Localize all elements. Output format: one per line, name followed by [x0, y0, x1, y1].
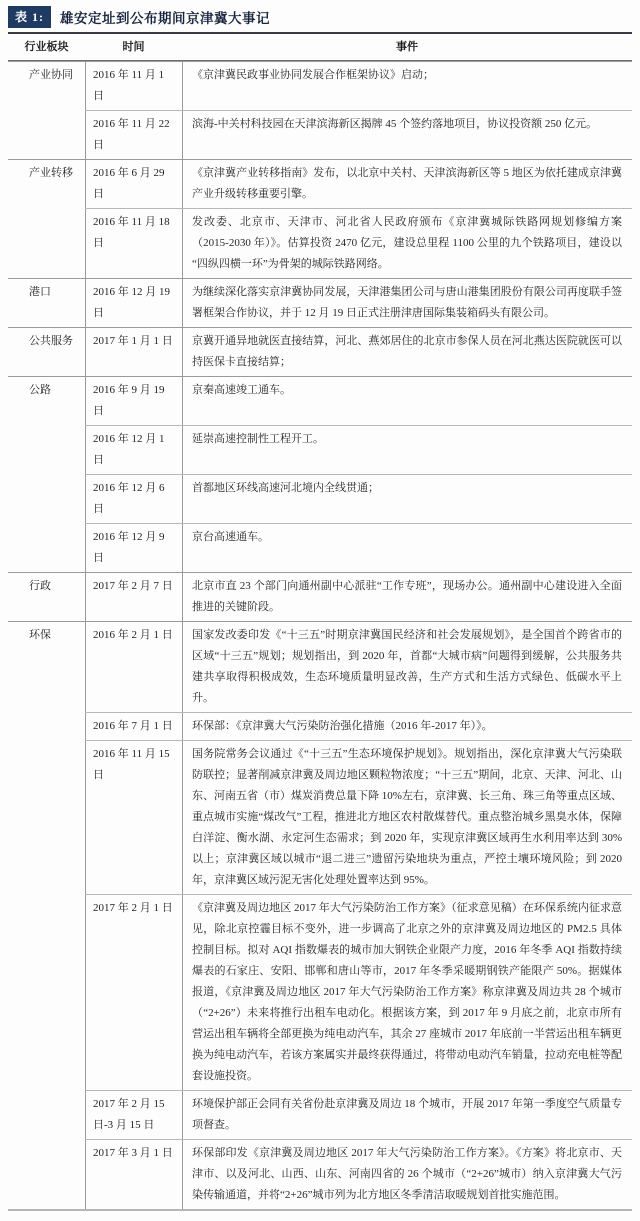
table-row — [85, 328, 632, 376]
header-time: 时间 — [122, 41, 145, 53]
sector-cell: 产业协同 — [29, 69, 73, 81]
event-cell: 京冀开通异地就医直接结算，河北、燕郊居住的北京市参保人员在河北燕达医院就医可以持医保卡直接结算； — [182, 328, 632, 376]
event-cell: 发改委、北京市、天津市、河北省人民政府颁布《京津冀城际铁路网规划修编方案（2015-2030 年）》。估算投资 2470 亿元，建设总里程 1100 公里的九个铁路项目，建设以“四纵四横一环”为骨架的城际铁路网络。 — [182, 209, 632, 278]
sector-cell: 产业转移 — [29, 167, 73, 179]
date-cell: 2016 年 12 月 6 日 — [85, 475, 182, 523]
table-row — [85, 110, 632, 159]
header-event: 事件 — [396, 41, 418, 53]
date-cell: 2016 年 6 月 29 日 — [85, 160, 182, 208]
event-cell: 环保部印发《京津冀及周边地区 2017 年大气污染防治工作方案》。《方案》将北京市、天津市、以及河北、山西、山东、河南四省的 26 个城市（“2+26”城市）纳入京津冀大气污染传输通道，并将“2+26”城市列为北方地区冬季清洁取暖规划首批实施范围。 — [182, 1140, 632, 1209]
event-cell: 国家发改委印发《“十三五”时期京津冀国民经济和社会发展规划》，是全国首个跨省市的区域“十三五”规划；规划指出，到 2020 年，首都“大城市病”问题得到缓解，公共服务共建共享取得积极成效，生态环境质量明显改善，生产方式和生活方式绿色、低碳水平上升。 — [182, 622, 632, 712]
table-row — [85, 1090, 632, 1139]
group-ports — [8, 278, 632, 327]
table-title-text: 雄安定址到公布期间京津冀大事记 — [60, 11, 270, 26]
event-cell: 首都地区环线高速河北境内全线贯通； — [182, 475, 632, 523]
date-cell: 2016 年 2 月 1 日 — [85, 622, 182, 712]
table-row — [85, 894, 632, 1090]
date-cell: 2016 年 11 月 22 日 — [85, 111, 182, 159]
date-cell: 2016 年 9 月 19 日 — [85, 377, 182, 425]
event-cell: 京台高速通车。 — [182, 524, 632, 572]
event-cell: 为继续深化落实京津冀协同发展，天津港集团公司与唐山港集团股份有限公司再度联手签署框架合作协议，并于 12 月 19 日正式注册津唐国际集装箱码头有限公司。 — [182, 279, 632, 327]
group-highways — [8, 376, 632, 572]
event-cell: 北京市直 23 个部门向通州副中心派驻“工作专班”，现场办公。通州副中心建设进入全面推进的关键阶段。 — [182, 573, 632, 621]
date-cell: 2016 年 11 月 18 日 — [85, 209, 182, 278]
event-cell: 《京津冀及周边地区 2017 年大气污染防治工作方案》（征求意见稿）在环保系统内征求意见，除北京控霾目标不变外，进一步调高了北京之外的京津冀及周边地区的 PM2.5 具体控制目标。拟对 AQI 指数爆表的城市加大钢铁企业限产力度，2016 年冬季 AQI 指数持续爆表的石家庄、安阳、邯郸和唐山等市，2017 年冬季采暖期钢铁产能限产 50%。据媒体报道，《京津冀及周边地区 2017 年大气污染防治工作方案》称京津冀及周边共 28 个城市（“2+26”）未来将推行出租车电动化。根据该方案，到 2017 年 9 月底之前，北京市所有营运出租车辆将全部更换为纯电动汽车，其余 27 座城市 2017 年底前一半营运出租车辆更换为纯电动汽车，若该方案属实并最终获得通过，将带动电动汽车销量，拉动充电桩等配套设施投资。 — [182, 895, 632, 1090]
table-row — [85, 279, 632, 327]
date-cell: 2017 年 3 月 1 日 — [85, 1140, 182, 1209]
sector-cell: 港口 — [29, 286, 51, 298]
date-cell: 2017 年 2 月 15 日-3 月 15 日 — [85, 1091, 182, 1139]
sector-cell: 行政 — [29, 580, 51, 592]
date-cell: 2016 年 12 月 9 日 — [85, 524, 182, 572]
table-row — [85, 622, 632, 712]
date-cell: 2016 年 11 月 15 日 — [85, 741, 182, 894]
table-row — [85, 160, 632, 208]
date-cell: 2016 年 7 月 1 日 — [85, 713, 182, 740]
table-row — [85, 208, 632, 278]
table-row — [85, 474, 632, 523]
header-sector: 行业板块 — [24, 41, 69, 53]
table-title — [8, 6, 632, 28]
event-cell: 《京津冀产业转移指南》发布，以北京中关村、天津滨海新区等 5 地区为依托建成京津冀产业升级转移重要引擎。 — [182, 160, 632, 208]
sector-cell: 环保 — [29, 629, 51, 641]
date-cell: 2016 年 11 月 1 日 — [85, 62, 182, 110]
table-row — [85, 1139, 632, 1209]
group-industry-synergy — [8, 61, 632, 159]
group-environment — [8, 621, 632, 1209]
date-cell: 2017 年 2 月 7 日 — [85, 573, 182, 621]
group-administration — [8, 572, 632, 621]
date-cell: 2017 年 2 月 1 日 — [85, 895, 182, 1090]
table-row — [85, 62, 632, 110]
date-cell: 2016 年 12 月 1 日 — [85, 426, 182, 474]
event-cell: 环保部：《京津冀大气污染防治强化措施（2016 年-2017 年）》。 — [182, 713, 632, 740]
sector-cell: 公路 — [29, 384, 51, 396]
date-cell: 2016 年 12 月 19 日 — [85, 279, 182, 327]
table-row — [85, 573, 632, 621]
table-row — [85, 712, 632, 740]
event-cell: 环境保护部正会同有关省份赴京津冀及周边 18 个城市，开展 2017 年第一季度空气质量专项督查。 — [182, 1091, 632, 1139]
group-industry-transfer — [8, 159, 632, 278]
table-row — [85, 377, 632, 425]
event-cell: 京秦高速竣工通车。 — [182, 377, 632, 425]
sector-cell: 公共服务 — [29, 335, 73, 347]
table-header-row — [8, 34, 632, 61]
table-row — [85, 523, 632, 572]
table-number-badge: 表 1: — [8, 6, 51, 28]
table-row — [85, 425, 632, 474]
event-cell: 国务院常务会议通过《“十三五”生态环境保护规划》。规划指出，深化京津冀大气污染联防联控；显著削减京津冀及周边地区颗粒物浓度；“十三五”期间，北京、天津、河北、山东、河南五省（市）煤炭消费总量下降 10%左右，京津冀、长三角、珠三角等重点区域、重点城市实施“煤改气”工程，推进北方地区农村散煤替代。重点整治城乡黑臭水体，保障白洋淀、衡水湖、永定河生态需求；到 2020 年，实现京津冀区域再生水利用率达到 30%以上；京津冀区域以城市“退二进三”遗留污染地块为重点，严控土壤环境风险；到 2020 年，京津冀区域污泥无害化处理处置率达到 95%。 — [182, 741, 632, 894]
event-cell: 延崇高速控制性工程开工。 — [182, 426, 632, 474]
event-cell: 滨海-中关村科技园在天津滨海新区揭牌 45 个签约落地项目，协议投资额 250 亿元。 — [182, 111, 632, 159]
date-cell: 2017 年 1 月 1 日 — [85, 328, 182, 376]
group-public-services — [8, 327, 632, 376]
event-cell: 《京津冀民政事业协同发展合作框架协议》启动； — [182, 62, 632, 110]
table-row — [85, 740, 632, 894]
events-table — [8, 34, 632, 1211]
